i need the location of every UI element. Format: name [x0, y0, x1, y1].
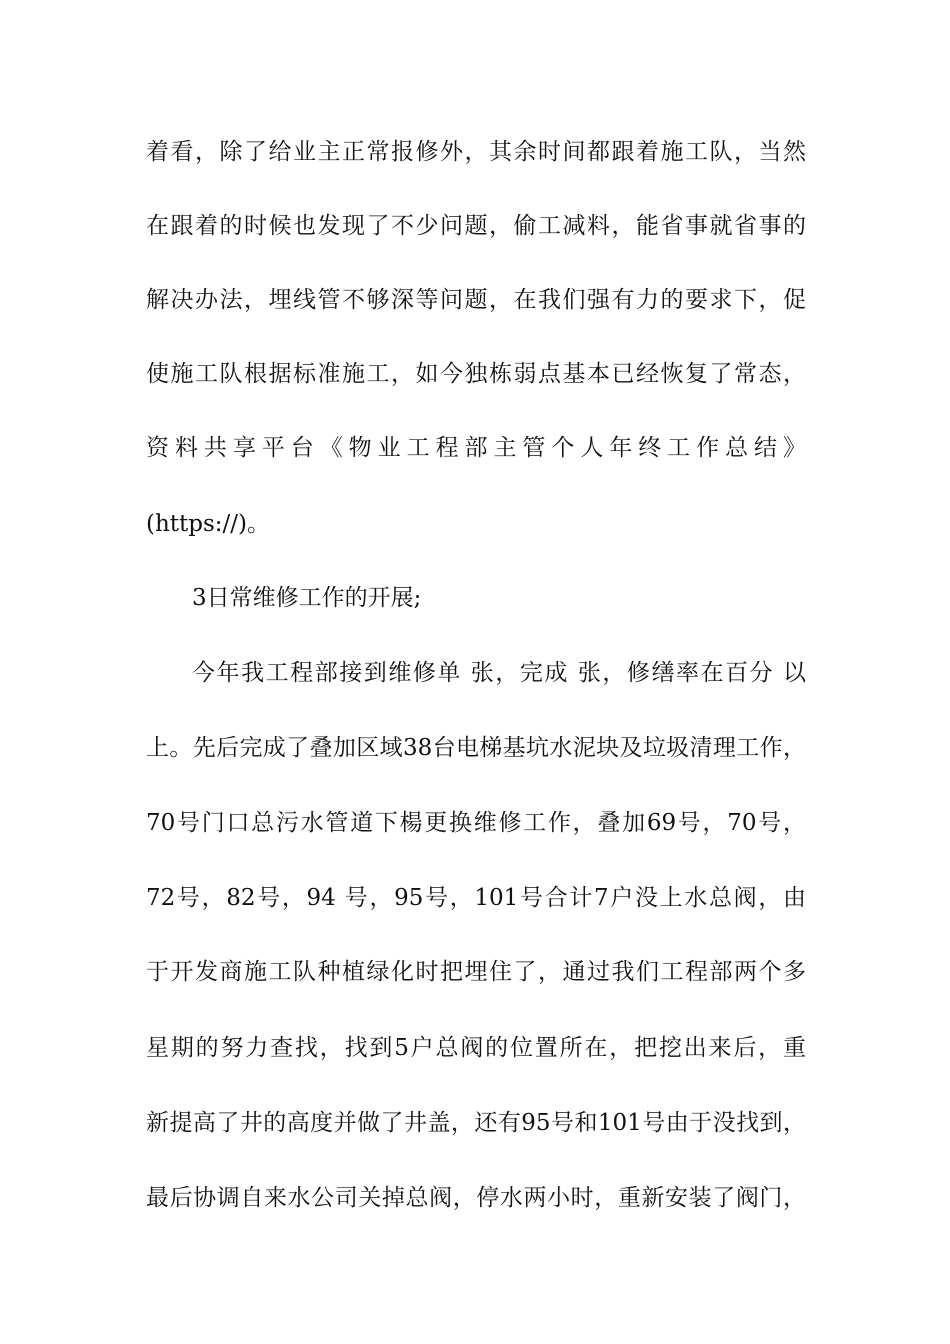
paragraph-line: 资料共享平台《物业工程部主管个人年终工作总结》	[146, 435, 806, 461]
paragraph-line: 解决办法，埋线管不够深等问题，在我们强有力的要求下，促	[146, 287, 806, 313]
paragraph-line: 72号，82号，94 号，95号，101号合计7户没上水总阀，由	[146, 885, 806, 911]
paragraph-line: 新提高了井的高度并做了井盖，还有95号和101号由于没找到，	[146, 1110, 806, 1136]
paragraph-line: 今年我工程部接到维修单 张，完成 张，修缮率在百分 以	[192, 660, 806, 686]
paragraph-line: 星期的努力查找，找到5户总阀的位置所在，把挖出来后，重	[146, 1035, 806, 1061]
paragraph-line: 使施工队根据标准施工，如今独栋弱点基本已经恢复了常态，	[146, 361, 806, 387]
paragraph-line: 在跟着的时候也发现了不少问题，偷工减料，能省事就省事的	[146, 213, 806, 239]
section-heading: 3日常维修工作的开展;	[192, 585, 422, 611]
paragraph-line: 于开发商施工队种植绿化时把埋住了，通过我们工程部两个多	[146, 959, 806, 985]
paragraph-line: 最后协调自来水公司关掉总阀，停水两小时，重新安装了阀门，	[146, 1185, 806, 1211]
paragraph-line: 70号门口总污水管道下楊更换维修工作，叠加69号，70号，	[146, 810, 806, 836]
paragraph-line: 着看，除了给业主正常报修外，其余时间都跟着施工队，当然	[146, 139, 806, 165]
paragraph-line: (https://)。	[146, 511, 271, 537]
paragraph-line: 上。先后完成了叠加区域38台电梯基坑水泥块及垃圾清理工作，	[146, 735, 806, 761]
